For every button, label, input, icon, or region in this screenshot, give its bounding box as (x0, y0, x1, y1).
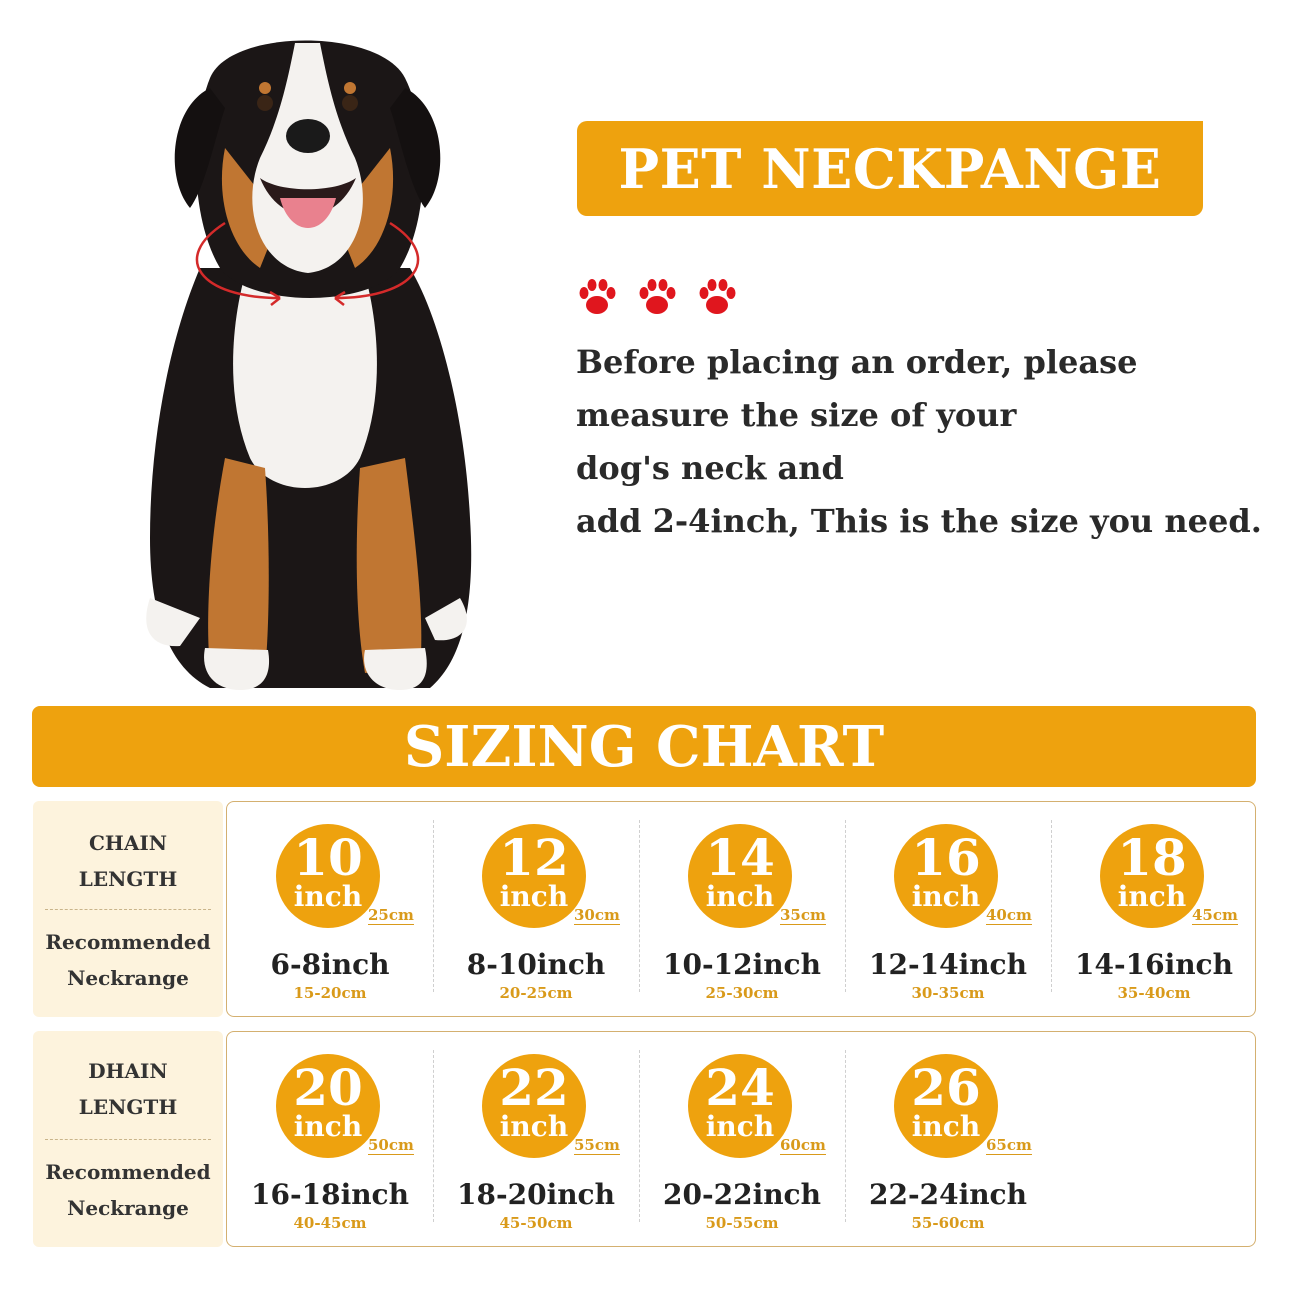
neckrange-cm: 25-30cm (705, 984, 779, 1002)
chain-length-unit: inch (499, 880, 569, 913)
paw-print-icon (696, 278, 738, 318)
chain-length-value: 24 (705, 1058, 775, 1117)
size-cell (227, 802, 433, 1018)
paw-print-icon (636, 278, 678, 318)
chain-length-value: 10 (293, 828, 363, 887)
size-row (226, 801, 1256, 1017)
chain-length-cm: 35cm (780, 906, 826, 924)
chain-length-label: DHAIN (88, 1059, 168, 1083)
sizing-chart-title: SIZING CHART (403, 713, 885, 780)
neckrange-value: 20-22inch (663, 1178, 821, 1211)
neckrange-value: 8-10inch (466, 948, 606, 981)
row-label-box (33, 801, 223, 1017)
neckrange-value: 12-14inch (869, 948, 1027, 981)
chain-length-cm: 30cm (574, 906, 620, 924)
chain-length-value: 14 (705, 828, 775, 887)
neckrange-value: 22-24inch (869, 1178, 1027, 1211)
neckrange-cm: 15-20cm (293, 984, 367, 1002)
chain-length-label: CHAIN (89, 831, 167, 855)
neckrange-label: Neckrange (67, 1196, 189, 1220)
title-banner (577, 121, 1203, 216)
chain-length-value: 18 (1117, 828, 1187, 887)
chain-length-label: LENGTH (78, 1095, 178, 1119)
neckrange-cm: 50-55cm (705, 1214, 779, 1232)
paw-prints (576, 278, 738, 318)
chain-length-value: 26 (911, 1058, 981, 1117)
size-cell (1051, 802, 1257, 1018)
neckrange-label: Recommended (45, 930, 211, 954)
neckrange-label: Neckrange (67, 966, 189, 990)
neckrange-value: 14-16inch (1075, 948, 1233, 981)
chain-length-cm: 65cm (986, 1136, 1032, 1154)
row-label-box (33, 1031, 223, 1247)
size-cell (227, 1032, 433, 1248)
neckrange-cm: 55-60cm (911, 1214, 985, 1232)
chain-length-badge (894, 824, 998, 928)
instruction-line: add 2-4inch, This is the size you need. (576, 502, 1262, 540)
chain-length-unit: inch (911, 1110, 981, 1143)
chain-length-unit: inch (911, 880, 981, 913)
chain-length-value: 20 (293, 1058, 363, 1117)
chain-length-unit: inch (499, 1110, 569, 1143)
paw-print-icon (576, 278, 618, 318)
chain-length-badge (688, 824, 792, 928)
instruction-line: dog's neck and (576, 449, 844, 487)
chain-length-unit: inch (293, 880, 363, 913)
neckrange-label: Recommended (45, 1160, 211, 1184)
size-cell (639, 1032, 845, 1248)
chain-length-unit: inch (705, 880, 775, 913)
page-title: PET NECKPANGE (618, 136, 1162, 201)
chain-length-badge (276, 824, 380, 928)
chain-length-cm: 60cm (780, 1136, 826, 1154)
chain-length-cm: 40cm (986, 906, 1032, 924)
neckrange-cm: 20-25cm (499, 984, 573, 1002)
chain-length-badge (482, 824, 586, 928)
neckrange-cm: 30-35cm (911, 984, 985, 1002)
chain-length-value: 16 (911, 828, 981, 887)
sizing-chart-banner (32, 706, 1256, 787)
chain-length-badge (276, 1054, 380, 1158)
neckrange-value: 18-20inch (457, 1178, 615, 1211)
instruction-line: Before placing an order, please (576, 343, 1138, 381)
chain-length-unit: inch (293, 1110, 363, 1143)
chain-length-badge (482, 1054, 586, 1158)
chain-length-cm: 50cm (368, 1136, 414, 1154)
neckrange-cm: 45-50cm (499, 1214, 573, 1232)
neckrange-value: 10-12inch (663, 948, 821, 981)
chain-length-badge (688, 1054, 792, 1158)
chain-length-label: LENGTH (78, 867, 178, 891)
chain-length-value: 22 (499, 1058, 569, 1117)
chain-length-value: 12 (499, 828, 569, 887)
neckrange-value: 6-8inch (270, 948, 390, 981)
chain-length-unit: inch (1117, 880, 1187, 913)
size-cell (433, 1032, 639, 1248)
size-cell (845, 1032, 1051, 1248)
size-row (226, 1031, 1256, 1247)
chain-length-cm: 45cm (1192, 906, 1238, 924)
chain-length-unit: inch (705, 1110, 775, 1143)
instruction-line: measure the size of your (576, 396, 1017, 434)
neckrange-cm: 40-45cm (293, 1214, 367, 1232)
chain-length-badge (1100, 824, 1204, 928)
chain-length-cm: 25cm (368, 906, 414, 924)
size-cell (433, 802, 639, 1018)
instructions (576, 336, 1276, 548)
neckrange-cm: 35-40cm (1117, 984, 1191, 1002)
size-cell (639, 802, 845, 1018)
dog-photo (130, 18, 490, 708)
size-cell (845, 802, 1051, 1018)
neckrange-value: 16-18inch (251, 1178, 409, 1211)
chain-length-badge (894, 1054, 998, 1158)
chain-length-cm: 55cm (574, 1136, 620, 1154)
